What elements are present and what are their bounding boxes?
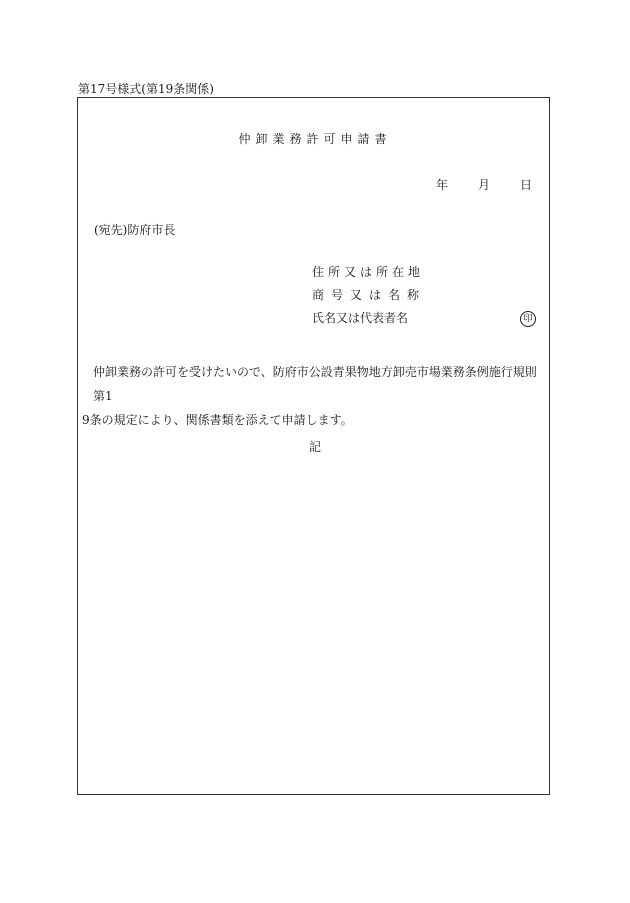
address-label: 住所又は所在地	[312, 265, 425, 279]
form-title: 仲卸業務許可申請書	[238, 132, 392, 146]
date-day-label: 日	[519, 178, 532, 192]
statement-line-2: 9条の規定により、関係書類を添えて申請します。	[82, 413, 353, 427]
form-number: 第17号様式(第19条関係)	[78, 82, 214, 96]
application-statement	[82, 360, 547, 432]
date-year-label: 年	[435, 178, 448, 192]
date-month-label: 月	[477, 178, 490, 192]
trade-name-label: 商号又は名称	[312, 288, 427, 302]
date-line	[436, 176, 532, 193]
statement-line-1: 仲卸業務の許可を受けたいので、防府市公設青果物地方卸売市場業務条例施行規則第1	[93, 365, 537, 403]
note-heading: 記	[308, 440, 321, 454]
seal-mark: 印	[520, 311, 536, 327]
applicant-block	[312, 264, 426, 333]
name-label: 氏名又は代表者名	[312, 311, 409, 325]
addressee: (宛先)防府市長	[94, 223, 176, 237]
